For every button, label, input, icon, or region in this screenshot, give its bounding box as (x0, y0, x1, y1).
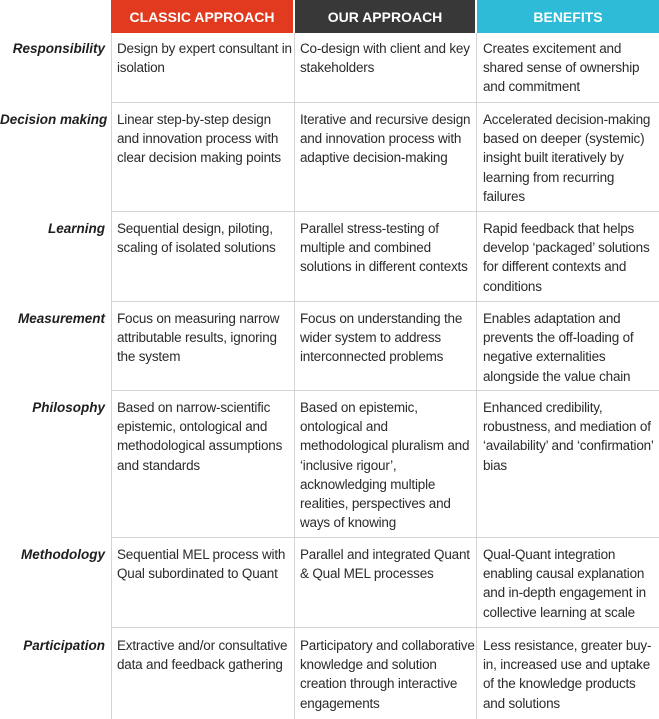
row-label-learning: Learning (47, 221, 105, 236)
cell-decision-making-ours: Iterative and recursive design and innovation process with adaptive decision-making (300, 112, 471, 166)
cell-methodology-classic: Sequential MEL process with Qual subordinated to Quant (117, 547, 286, 582)
row-label-responsibility: Responsibility (12, 41, 105, 56)
row-label-methodology: Methodology (21, 547, 105, 562)
cell-responsibility-classic: Design by expert consultant in isolation (117, 41, 292, 76)
row-divider (111, 301, 659, 302)
cell-participation-benefits: Less resistance, greater buy-in, increased use and uptake of the knowledge products and solutions (483, 638, 652, 711)
cell-philosophy-ours: Based on epistemic, ontological and methodological pluralism and ‘inclusive rigour’, acknowledging multiple realities, perspectives and ways of knowing (300, 400, 470, 531)
column-divider (111, 33, 112, 719)
cell-philosophy-classic: Based on narrow-scientific epistemic, ontological and methodological assumptions and standards (117, 400, 283, 473)
cell-participation-ours: Participatory and collaborative knowledge and solution creation through interactive engagements (300, 638, 475, 711)
cell-philosophy-benefits: Enhanced credibility, robustness, and mediation of ‘availability’ and ‘confirmation’ bias (483, 400, 654, 473)
header-our-approach: OUR APPROACH (295, 0, 475, 33)
row-label-measurement: Measurement (17, 311, 105, 326)
header-benefits: BENEFITS (477, 0, 659, 33)
header-classic-approach: CLASSIC APPROACH (111, 0, 293, 33)
cell-methodology-benefits: Qual-Quant integration enabling causal explanation and in-depth engagement in collective learning at scale (483, 547, 646, 620)
column-divider (476, 33, 477, 719)
row-divider (111, 211, 659, 212)
cell-participation-classic: Extractive and/or consultative data and feedback gathering (117, 638, 288, 673)
cell-learning-benefits: Rapid feedback that helps develop ‘packaged’ solutions for different contexts and conditions (483, 221, 650, 294)
cell-measurement-benefits: Enables adaptation and prevents the off-loading of negative externalities alongside the value chain (483, 311, 634, 384)
cell-decision-making-benefits: Accelerated decision-making based on deeper (systemic) insight built iteratively by learning from recurring failures (483, 112, 651, 204)
row-label-participation: Participation (23, 638, 105, 653)
cell-methodology-ours: Parallel and integrated Quant & Qual MEL processes (300, 547, 470, 582)
cell-decision-making-classic: Linear step-by-step design and innovation process with clear decision making points (117, 112, 281, 166)
cell-measurement-ours: Focus on understanding the wider system to address interconnected problems (300, 311, 463, 365)
cell-measurement-classic: Focus on measuring narrow attributable results, ignoring the system (117, 311, 280, 365)
row-label-decision-making: Decision making (0, 112, 108, 127)
row-divider (111, 102, 659, 103)
row-label-philosophy: Philosophy (32, 400, 105, 415)
row-divider (111, 627, 659, 628)
cell-responsibility-ours: Co-design with client and key stakeholders (300, 41, 470, 76)
cell-responsibility-benefits: Creates excitement and shared sense of ownership and commitment (483, 41, 640, 95)
column-divider (294, 33, 295, 719)
cell-learning-classic: Sequential design, piloting, scaling of isolated solutions (117, 221, 276, 256)
row-divider (111, 390, 659, 391)
cell-learning-ours: Parallel stress-testing of multiple and combined solutions in different contexts (300, 221, 468, 275)
row-divider (111, 537, 659, 538)
